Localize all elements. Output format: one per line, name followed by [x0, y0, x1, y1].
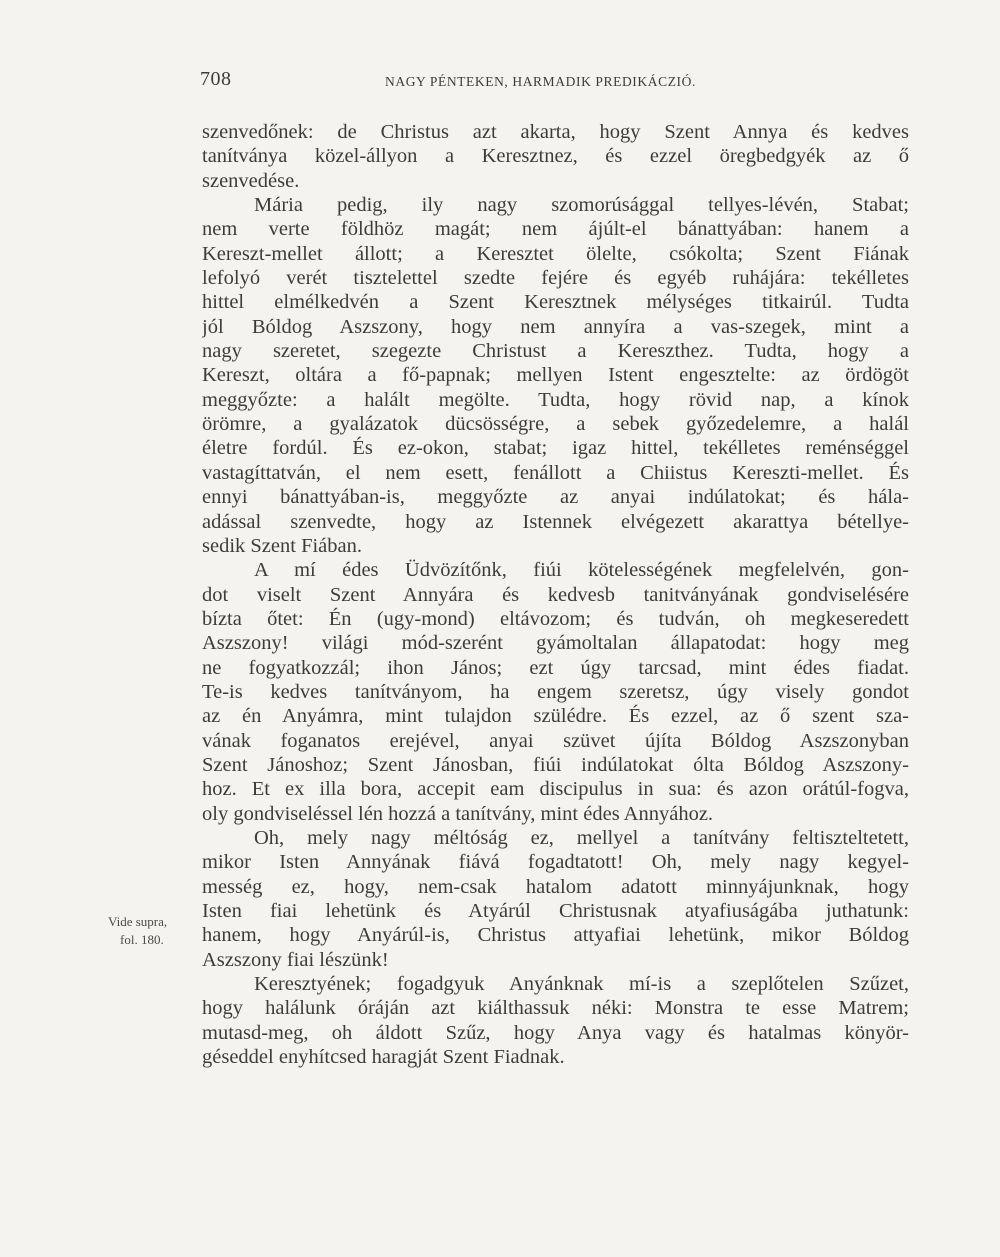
- text-line: tanítványa közel-állyon a Keresztnez, és ezzel öregbedgyék az ő: [202, 145, 909, 168]
- margin-note: [108, 913, 188, 949]
- text-line: Kereszt, oltára a fő-papnak; mellyen Istent engesztelte: az ördögöt: [202, 364, 909, 387]
- text-line: vának foganatos erejével, anyai szüvet újíta Bóldog Aszszonyban: [202, 729, 909, 752]
- body-text: [202, 120, 909, 1069]
- text-line: Szent Jánoshoz; Szent Jánosban, fiúi indúlatokat ólta Bóldog Aszszony-: [202, 753, 909, 776]
- text-line: Aszszony fiai lészünk!: [202, 948, 389, 971]
- text-line: meggyőzte: a halált megölte. Tudta, hogy rövid nap, a kínok: [202, 388, 909, 411]
- text-line: örömre, a gyalázatok dücsösségre, a sebek győzedelemre, a halál: [202, 413, 909, 436]
- text-line: bízta őtet: Én (ugy-mond) eltávozom; és tudván, oh megkeseredett: [202, 607, 909, 630]
- margin-note-line: fol. 180.: [120, 932, 164, 947]
- text-line: nem verte földhöz magát; nem ájúlt-el bánattyában: hanem a: [202, 218, 909, 241]
- text-line: szenvedése.: [202, 169, 300, 192]
- text-line: dot viselt Szent Annyára és kedvesb tanitványának gondviselésére: [202, 583, 909, 606]
- text-line: Te-is kedves tanítványom, ha engem szeretsz, úgy visely gondot: [202, 680, 909, 703]
- text-line: Kereszt-mellet állott; a Keresztet ölelte, csókolta; Szent Fiának: [202, 242, 909, 265]
- text-line: Isten fiai lehetünk és Atyárúl Christusnak atyafiuságába juthatunk:: [202, 900, 909, 922]
- text-line: hanem, hogy Anyárúl-is, Christus attyafiai lehetünk, mikor Bóldog: [202, 924, 909, 947]
- text-line: életre fordúl. És ez-okon, stabat; igaz hittel, tekélletes reménséggel: [202, 437, 909, 460]
- text-line: szenvedőnek: de Christus azt akarta, hogy Szent Annya és kedves: [202, 121, 909, 143]
- text-line: az én Anyámra, mint tulajdon szülédre. És ezzel, az ő szent sza-: [202, 705, 909, 728]
- text-line: lefolyó verét tisztelettel szedte fejére és egyéb ruhájára: tekélletes: [202, 267, 909, 290]
- text-line: hogy halálunk óráján azt kiálthassuk néki: Monstra te esse Matrem;: [202, 997, 909, 1020]
- text-line: Oh, mely nagy méltóság ez, mellyel a tanítvány feltiszteltetett,: [254, 826, 909, 849]
- text-line: ennyi bánattyában-is, meggyőzte az anyai indúlatokat; és hála-: [202, 486, 909, 509]
- text-line: messég ez, hogy, nem-csak hatalom adatott minnyájunknak, hogy: [202, 875, 909, 898]
- text-line: hoz. Et ex illa bora, accepit eam discipulus in sua: és azon orátúl-fogva,: [202, 778, 909, 801]
- text-line: A mí édes Üdvözítőnk, fiúi kötelességének megfelelvén, gon-: [254, 559, 909, 582]
- text-line: oly gondviseléssel lén hozzá a tanítvány, mint édes Annyához.: [202, 802, 714, 825]
- text-line: adással szenvedte, hogy az Istennek elvégezett akarattya bétellye-: [202, 510, 909, 533]
- text-line: sedik Szent Fiában.: [202, 534, 362, 557]
- text-line: Aszszony! világi mód-szerént gyámoltalan állapatodat: hogy meg: [202, 632, 909, 655]
- margin-note-line: Vide supra,: [108, 914, 168, 929]
- running-head: NAGY PÉNTEKEN, HARMADIK PREDIKÁCZIÓ.: [385, 74, 696, 89]
- text-line: hittel elmélkedvén a Szent Keresztnek mélységes titkairúl. Tudta: [202, 291, 909, 314]
- text-line: ne fogyatkozzál; ihon János; ezt úgy tarcsad, mint édes fiadat.: [202, 656, 909, 679]
- text-line: Mária pedig, ily nagy szomorúsággal tellyes-lévén, Stabat;: [254, 194, 909, 217]
- text-line: mutasd-meg, oh áldott Szűz, hogy Anya vagy és hatalmas könyör-: [202, 1021, 909, 1044]
- text-line: géseddel enyhítcsed haragját Szent Fiadnak.: [202, 1046, 565, 1069]
- text-line: mikor Isten Annyának fiává fogadtatott! Oh, mely nagy kegyel-: [202, 851, 909, 874]
- text-line: nagy szeretet, szegezte Christust a Kereszthez. Tudta, hogy a: [202, 340, 909, 363]
- text-line: vastagíttatván, el nem esett, fenállott a Chiistus Kereszti-mellet. És: [202, 461, 909, 484]
- page-number: 708: [200, 68, 232, 90]
- text-line: jól Bóldog Aszszony, hogy nem annyíra a vas-szegek, mint a: [202, 315, 909, 338]
- text-line: Keresztyének; fogadgyuk Anyánknak mí-is a szeplőtelen Szűzet,: [254, 973, 909, 996]
